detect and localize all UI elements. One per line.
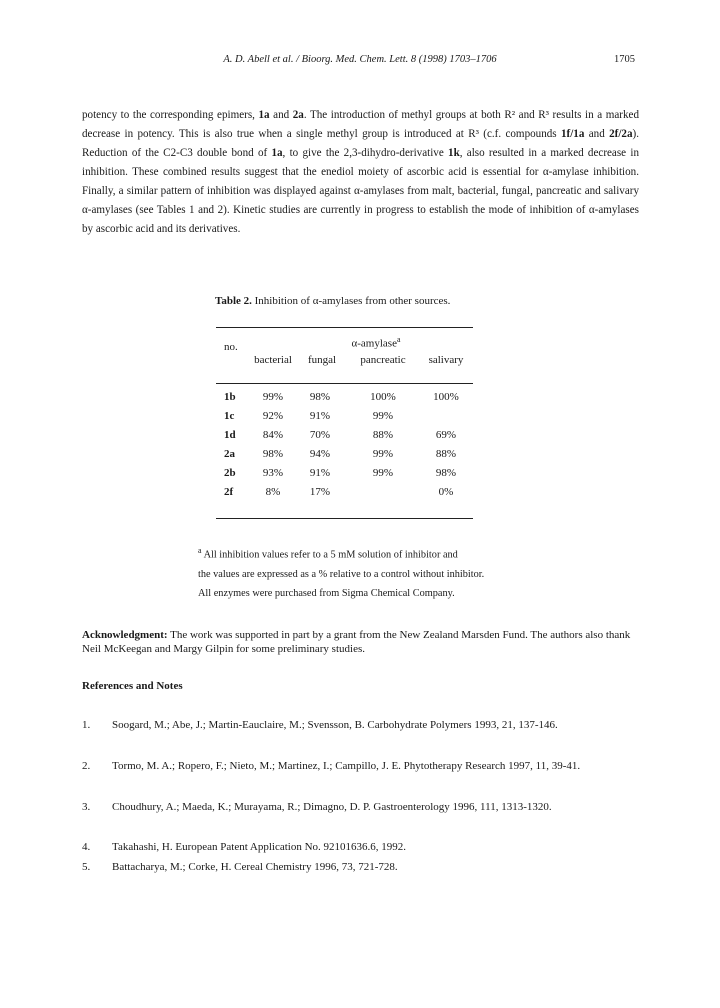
acknowledgment-label: Acknowledgment:: [82, 629, 168, 641]
table-row: [0, 448, 720, 464]
cell-pancreatic: 99%: [372, 448, 394, 460]
compound-label: 1k: [448, 147, 460, 159]
group-footmark: a: [396, 335, 401, 344]
cell-salivary: 100%: [433, 391, 459, 403]
footnote-line: the values are expressed as a % relative to a control without inhibitor.: [198, 568, 485, 580]
cell-bacterial: 92%: [262, 410, 284, 422]
table-group-header: [286, 335, 466, 350]
reference-text: Tormo, M. A.; Ropero, F.; Nieto, M.; Martinez, I.; Campillo, J. E. Phytotherapy Research 1997, 11, 39-41.: [112, 760, 581, 772]
cell-fungal: 91%: [309, 410, 331, 422]
row-id: 1c: [224, 410, 235, 422]
body-text: , also resulted in a marked decrease in inhibition. These combined results suggest that the enediol moiety of ascorbic acid is essential for α-amylase inhibition. Finally, a similar pattern of inhibition was displayed against α-amylases from malt, bacterial, fungal, pancreatic and salivary α-amylases (see Tables 1 and 2). Kinetic studies are currently in progress to establish the mode of inhibition of α-amylases by ascorbic acid and its derivatives.: [82, 147, 639, 235]
compound-label: 2a: [292, 109, 304, 121]
reference-number: 3.: [82, 801, 91, 813]
table-mid-rule: [216, 383, 473, 384]
body-text: and: [269, 109, 293, 121]
footnote-line: All enzymes were purchased from Sigma Chemical Company.: [198, 588, 455, 600]
compound-label: 2f/2a: [609, 128, 633, 140]
cell-pancreatic: 99%: [372, 467, 394, 479]
table-row: [0, 429, 720, 445]
reference-number: 1.: [82, 719, 91, 731]
acknowledgment: [82, 629, 642, 656]
cell-fungal: 94%: [309, 448, 331, 460]
cell-salivary: 98%: [435, 467, 457, 479]
cell-bacterial: 93%: [262, 467, 284, 479]
table-row: [0, 467, 720, 483]
row-id: 2a: [224, 448, 235, 460]
col-head-pancreatic: pancreatic: [360, 354, 406, 366]
cell-salivary: 0%: [438, 486, 454, 498]
body-text: . The introduction of methyl groups at both R² and R³ results in a marked decrease in potency. This is also true when a single methyl group is introduced at R³ (c.f. compounds: [82, 109, 639, 140]
cell-fungal: 98%: [309, 391, 331, 403]
reference-number: 5.: [82, 861, 91, 873]
reference-number: 2.: [82, 760, 91, 772]
cell-bacterial: 84%: [262, 429, 284, 441]
references-title: References and Notes: [82, 680, 183, 692]
table-caption-text: Inhibition of α-amylases from other sources.: [254, 295, 451, 307]
body-text: and: [584, 128, 610, 140]
reference-number: 4.: [82, 841, 91, 853]
col-head-fungal: fungal: [307, 354, 337, 366]
body-text: , to give the 2,3-dihydro-derivative: [282, 147, 449, 159]
cell-bacterial: 98%: [262, 448, 284, 460]
cell-pancreatic: 99%: [372, 410, 394, 422]
table-row: [0, 410, 720, 426]
row-id: 2f: [224, 486, 234, 498]
group-header-text: α-amylase: [351, 337, 397, 350]
col-head-bacterial: bacterial: [254, 354, 292, 366]
running-head: A. D. Abell et al. / Bioorg. Med. Chem. Lett. 8 (1998) 1703–1706: [223, 54, 497, 65]
row-id: 1d: [224, 429, 236, 441]
page-number: 1705: [614, 54, 635, 65]
table-caption-label: Table 2.: [215, 295, 252, 307]
cell-fungal: 70%: [309, 429, 331, 441]
cell-pancreatic: 88%: [372, 429, 394, 441]
col-head-salivary: salivary: [428, 354, 464, 366]
cell-bacterial: 99%: [262, 391, 284, 403]
cell-salivary: 69%: [435, 429, 457, 441]
body-text: ). Reduction of the C2-C3 double bond of: [82, 128, 639, 159]
table-top-rule: [216, 327, 473, 328]
reference-text: Takahashi, H. European Patent Application No. 92101636.6, 1992.: [112, 841, 407, 853]
reference-text: Choudhury, A.; Maeda, K.; Murayama, R.; Dimagno, D. P. Gastroenterology 1996, 111, 1313-1320.: [112, 801, 552, 813]
cell-fungal: 91%: [309, 467, 331, 479]
cell-salivary: 88%: [435, 448, 457, 460]
table-bottom-rule: [216, 518, 473, 519]
row-id: 1b: [224, 391, 236, 403]
acknowledgment-text: The work was supported in part by a grant from the New Zealand Marsden Fund. The authors also thank Neil McKeegan and Margy Gilpin for some preliminary studies.: [82, 629, 631, 655]
reference-text: Soogard, M.; Abe, J.; Martin-Eauclaire, M.; Svensson, B. Carbohydrate Polymers 1993, 21, 137-146.: [112, 719, 558, 731]
table-caption: [215, 295, 450, 307]
compound-label: 1a: [271, 147, 283, 159]
cell-bacterial: 8%: [265, 486, 281, 498]
footnote-line: $^a$ All inhibition values refer to a 5 mM solution of inhibitor and: [198, 546, 458, 561]
table-col-no: no.: [224, 341, 238, 353]
cell-fungal: 17%: [309, 486, 331, 498]
row-id: 2b: [224, 467, 236, 479]
compound-label: 1a: [258, 109, 270, 121]
table-footnote: [198, 541, 558, 604]
compound-label: 1f/1a: [560, 128, 585, 140]
cell-pancreatic: 100%: [370, 391, 396, 403]
table-row: [0, 486, 720, 502]
body-paragraph: [82, 106, 639, 239]
table-row: [0, 391, 720, 407]
body-text: potency to the corresponding epimers,: [82, 109, 259, 121]
footnote-mark: a: [198, 546, 202, 555]
reference-text: Battacharya, M.; Corke, H. Cereal Chemistry 1996, 73, 721-728.: [112, 861, 398, 873]
